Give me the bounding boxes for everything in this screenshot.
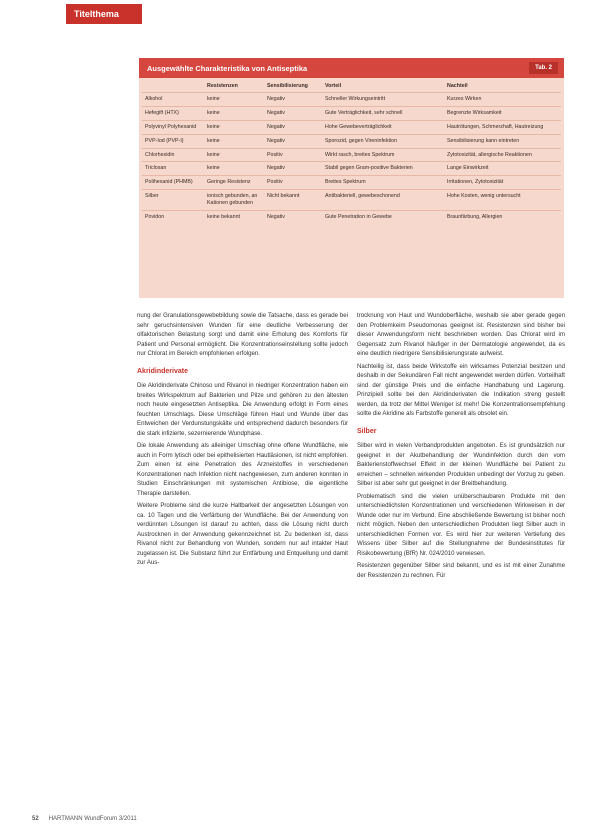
table-cell: keine	[204, 106, 264, 120]
table-cell: Hautrötungen, Schmerzhaft, Hautreizung	[444, 120, 561, 134]
table-row	[142, 93, 561, 107]
col-header: Sensibilisierung	[267, 83, 308, 89]
table-cell: Antibakteriell, gewebeschonend	[322, 190, 444, 211]
table-cell: Polihexanid (PHMB)	[142, 176, 204, 190]
table-cell: keine	[204, 93, 264, 107]
table-cell: PVP-Iod (PVP-I)	[142, 134, 204, 148]
col-header: Vorteil	[325, 83, 342, 89]
table-cell: Povidon	[142, 210, 204, 223]
table-cell: Nicht bekannt	[264, 190, 322, 211]
paragraph: Nachteilig ist, dass beide Wirkstoffe ein wirksames Potenzial besitzen und deshalb in der Sekundären Fall nicht angewendet werden dürfen. Vorteilhaft sind der günstige Preis und die einfache Handhabung und Lagerung. Prinzipiell sollte bei den Akridinderivaten die Indikation streng gestellt werden, da trotz der Mittel Weniger ist mehr! Die Konzentrationsempfehlung sollte die Akridine als Farbstoffe generell als obsolet ein.	[357, 362, 565, 417]
table-cell: Polyvinyl Polyhexanid	[142, 120, 204, 134]
table-row	[142, 190, 561, 211]
table-cell: Hohe Gewebeverträglichkeit	[322, 120, 444, 134]
table-cell: ionisch gebunden, an Kationen gebunden	[204, 190, 264, 211]
table-cell: Triclosan	[142, 162, 204, 176]
table-cell: keine	[204, 162, 264, 176]
paragraph: Resistenzen gegenüber Silber sind bekannt, und es ist mit einer Zunahme der Resistenzen zu rechnen. Für	[357, 562, 565, 579]
paragraph: Die Akridinderivate Chinoso und Rivanol in niedriger Konzentration haben ein breites Wirkspektrum auf Bakterien und Pilze und gehören zu den ältesten noch heute eingesetzten Antiseptika. Die Anwendung erfolgt in Form eines feuchten Umschlags. Diese Umschläge führen Haut und Wunde über das Entweichen der Verdunstungskälte und entsprechend dadurch besonders für die stark infizierte, sezernierende Wundphase.	[137, 382, 348, 437]
left-column	[137, 311, 348, 571]
col-header	[142, 78, 204, 93]
paragraph: trocknung von Haut und Wundoberfläche, weshalb sie aber gerade gegen den Problemkeim Pseudomonas geeignet ist. Resistenzen sind bisher bei dieser Anwendungsform nicht beschrieben worden. Das Chlorat wird im Gegensatz zum Rivanol häufiger in der Dermatologie angewendet, da es eine deutlich niedrigere Sensibilisierungsrate aufweist.	[357, 312, 565, 357]
table-cell: keine	[204, 120, 264, 134]
table-header-row	[142, 78, 561, 93]
section-heading: Silber	[357, 427, 377, 435]
page-footer	[32, 816, 137, 822]
paragraph: Problematisch sind die vielen unüberschaubaren Produkte mit den unterschiedlichsten Konzentrationen und verschiedenen Wirkweisen in der Wunde oder nur im Verbund. Eine abschließende Bewertung ist bisher noch nicht möglich. Neben den unterschiedlichen Produkten liegt Silber auch in unterschiedlichen Formen vor. Es wird hier zur weiteren Vertiefung des Wissens über Silber auf die Stellungnahme der Bundesinstitutes für Risikobewertung (BfR) Nr. 024/2010 verwiesen.	[357, 492, 565, 557]
col-header: Resistenzen	[207, 83, 238, 89]
table-cell: Begrenzte Wirksamkeit	[444, 106, 561, 120]
table-cell: Zytotoxizität, allergische Reaktionen	[444, 148, 561, 162]
section-heading: Akridinderivate	[137, 367, 188, 375]
table-cell: Sporozid, gegen Vireninfektion	[322, 134, 444, 148]
table-row	[142, 210, 561, 223]
table-cell: Sensibilisierung kann eintreten	[444, 134, 561, 148]
table-cell: Positiv	[264, 148, 322, 162]
table-cell: Negativ	[264, 210, 322, 223]
table-cell: Irritationen, Zytotoxizität	[444, 176, 561, 190]
table-cell: keine	[204, 148, 264, 162]
table-grid	[142, 78, 561, 224]
table-cell: Positiv	[264, 176, 322, 190]
table-cell: Negativ	[264, 120, 322, 134]
right-column	[357, 311, 565, 583]
table-cell: Breites Spektrum	[322, 176, 444, 190]
table-cell: Braunfärbung, Allergien	[444, 210, 561, 223]
table-title: Ausgewählte Charakteristika von Antiseptika	[147, 63, 308, 73]
table-row	[142, 134, 561, 148]
page-number: 52	[32, 816, 39, 822]
table-badge: Tab. 2	[529, 62, 558, 74]
paragraph: Die lokale Anwendung als alleiniger Umschlag ohne offene Wundfläche, wie auch in Form lytisch oder bei epithelisierten Hautläsionen, ist nicht empfohlen. Zum einen ist eine Penetration des Arzneistoffes in verschiedenen Konzentrationen nach Infektion nicht nachgewiesen, zum anderen konnten in Studien Einschränkungen mit systemischen Antibiose, die eigentliche Therapie darstellen.	[137, 442, 348, 497]
table-cell: Wirkt rasch, breites Spektrum	[322, 148, 444, 162]
table-cell: Negativ	[264, 134, 322, 148]
table-cell: Negativ	[264, 93, 322, 107]
section-tab: Titelthema	[66, 4, 142, 24]
table-cell: Silber	[142, 190, 204, 211]
table-cell: Geringe Resistenz	[204, 176, 264, 190]
table-row	[142, 120, 561, 134]
paragraph: nung der Granulationsgewebebildung sowie die Tatsache, dass es gerade bei sehr geruchsintensiven Wunden für eine deutliche Verbesserung der olfaktorischen Belastung sorgt und damit eine Erholung des Komforts für Patient und Personal ermöglicht. Die Konzentrationseinstellung sollte jedoch nur Chlorat im Bereich empfohlenen erfolgen.	[137, 312, 348, 357]
table-header-bar	[139, 58, 564, 78]
table-cell: Chlorhexidin	[142, 148, 204, 162]
table-row	[142, 148, 561, 162]
table-row	[142, 106, 561, 120]
journal-name: HARTMANN WundForum 3/2011	[48, 816, 137, 822]
table-cell: Negativ	[264, 162, 322, 176]
table-cell: Negativ	[264, 106, 322, 120]
table-cell: Hohe Kosten, wenig untersucht	[444, 190, 561, 211]
table-row	[142, 176, 561, 190]
table-cell: Schneller Wirkungseintritt	[322, 93, 444, 107]
col-header: Nachteil	[447, 83, 468, 89]
table-row	[142, 162, 561, 176]
table-cell: keine	[204, 134, 264, 148]
table-cell: Lange Einwirkzeit	[444, 162, 561, 176]
table-cell: Gute Verträglichkeit, sehr schnell	[322, 106, 444, 120]
table-cell: Stabil gegen Gram-positive Bakterien	[322, 162, 444, 176]
paragraph: Weitere Probleme sind die kurze Haltbarkeit der angesetzten Lösungen von ca. 10 Tagen und die Verfärbung der Wundfläche. Bei der Anwendung von verdünnten Lösungen ist darauf zu achten, dass die Lösung nicht durch Austrocknen in der Anwendung gekennzeichnet ist. Zu bedenken ist, dass Rivanol nicht zur Behandlung von Wunden, sondern nur auf intakter Haut zugelassen ist. Die Substanz führt zur Entfärbung und Entquellung und damit zur Aus-	[137, 502, 348, 567]
table-cell: Kurzes Wirken	[444, 93, 561, 107]
table-cell: Alkohol	[142, 93, 204, 107]
table-cell: keine bekannt	[204, 210, 264, 223]
table-cell: Hefegift (HTX)	[142, 106, 204, 120]
characteristics-table	[139, 58, 564, 298]
paragraph: Silber wird in vielen Verbandprodukten angeboten. Es ist grundsätzlich nur geeignet in der Akutbehandlung der Wundinfektion durch den vom Bakterienstoffwechsel Effekt in der kleinen Wundfläche bei Patient zu erreichen – schnellen wirkenden Produkten unbedingt der Vorzug zu geben. Silber ist aber sehr gut geeignet in der Breitbehandlung.	[357, 442, 565, 488]
table-cell: Gute Penetration in Gewebe	[322, 210, 444, 223]
